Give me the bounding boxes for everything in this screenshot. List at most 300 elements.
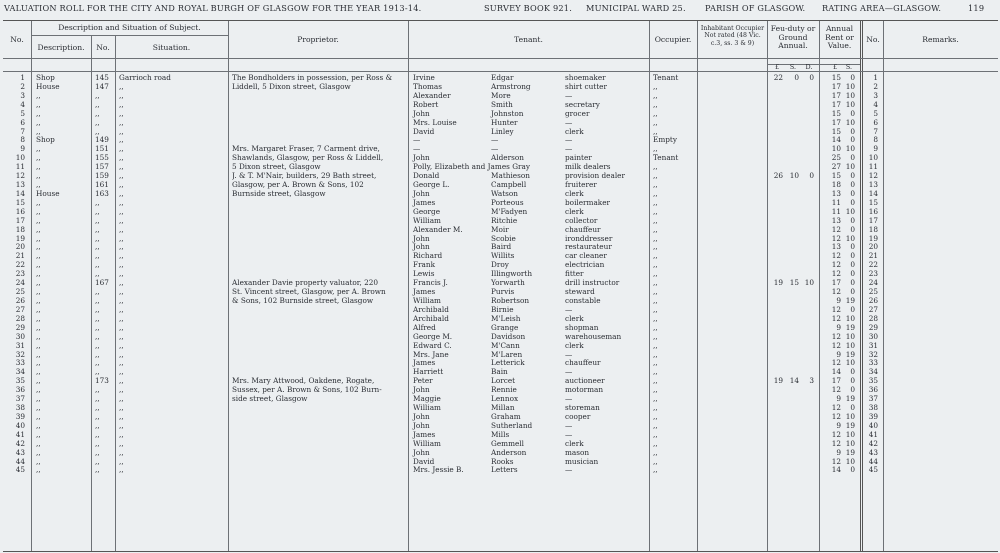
row-number: 14 (15, 188, 25, 198)
row-situation: ,, (119, 322, 124, 332)
row-tenant-occupation: — (565, 135, 573, 145)
row-rent-pounds: 9 (836, 322, 841, 332)
row-rent-shillings: 10 (845, 99, 855, 109)
row-number: 12 (15, 171, 25, 181)
row-feu-shillings: 15 (789, 278, 799, 288)
row-rent-shillings: 0 (850, 126, 855, 136)
row-situation: ,, (119, 340, 124, 350)
row-tenant-last: Illingworth (491, 269, 533, 279)
row-description: ,, (36, 126, 41, 136)
col-annual-rent: Annual Rent or Value. (825, 24, 854, 50)
row-tenant-first: Archibald (413, 313, 449, 323)
col-no-right: No. (866, 35, 880, 44)
row-rent-shillings: 0 (850, 403, 855, 413)
row-description: ,, (36, 313, 41, 323)
row-number-right: 42 (868, 438, 878, 448)
row-number-right: 2 (873, 81, 878, 91)
row-number: 21 (15, 251, 25, 261)
row-number-right: 34 (868, 367, 878, 377)
proprietor-line: St. Vincent street, Glasgow, per A. Brown (232, 288, 386, 297)
municipal-ward: MUNICIPAL WARD 25. (586, 3, 686, 13)
row-rent-pounds: 12 (831, 385, 841, 395)
row-tenant-occupation: fruiterer (565, 180, 597, 190)
row-description: ,, (36, 117, 41, 127)
row-number: 6 (20, 117, 25, 127)
row-situation: ,, (119, 153, 124, 163)
row-rent-shillings: 0 (850, 304, 855, 314)
row-rent-shillings: 10 (845, 358, 855, 368)
row-situation: ,, (119, 331, 124, 341)
row-occupier: ,, (653, 322, 658, 332)
row-description: ,, (36, 465, 41, 475)
row-situation: ,, (119, 135, 124, 145)
row-description: ,, (36, 278, 41, 288)
row-tenant-last: Droy (491, 260, 509, 270)
row-number: 28 (15, 313, 25, 323)
row-rent-pounds: 18 (831, 180, 841, 190)
row-street-number: 151 (95, 144, 109, 154)
row-street-number: ,, (95, 197, 100, 207)
row-rent-shillings: 19 (845, 296, 855, 305)
row-occupier: ,, (653, 438, 658, 448)
row-street-number: ,, (95, 385, 100, 395)
row-tenant-first: George (413, 206, 441, 216)
row-number-right: 40 (868, 420, 878, 430)
row-occupier: ,, (653, 162, 658, 172)
row-number-right: 11 (868, 162, 878, 172)
row-situation: Garrioch road (119, 73, 171, 82)
row-tenant-occupation: warehouseman (565, 331, 622, 341)
proprietor-line: side street, Glasgow (232, 395, 308, 404)
row-rent-shillings: 10 (845, 456, 855, 466)
row-feu-pence: 0 (809, 171, 814, 181)
row-situation: ,, (119, 438, 124, 448)
row-street-number: ,, (95, 349, 100, 359)
row-occupier: ,, (653, 447, 658, 457)
row-occupier: ,, (653, 117, 658, 127)
row-number-right: 6 (873, 117, 878, 127)
row-rent-shillings: 0 (850, 73, 855, 82)
row-situation: ,, (119, 251, 124, 261)
row-tenant-first: Polly, Elizabeth and James Gray (413, 162, 531, 172)
row-tenant-first: James (413, 429, 436, 439)
row-tenant-occupation: clerk (565, 438, 584, 448)
row-number-right: 1 (873, 73, 878, 82)
row-tenant-occupation: shopman (565, 322, 599, 332)
row-tenant-first: John (413, 188, 430, 198)
row-rent-pounds: 12 (831, 304, 841, 314)
rating-area: RATING AREA—GLASGOW. (822, 3, 942, 13)
row-description: ,, (36, 331, 41, 341)
row-number: 26 (15, 296, 25, 305)
row-tenant-first: Alfred (413, 322, 436, 332)
row-tenant-last: Moir (491, 224, 509, 234)
row-rent-pounds: 12 (831, 331, 841, 341)
row-occupier: ,, (653, 340, 658, 350)
row-number: 3 (20, 90, 25, 100)
row-rent-pounds: 14 (831, 367, 841, 377)
row-number: 20 (15, 242, 25, 252)
row-description: ,, (36, 90, 41, 100)
row-situation: ,, (119, 171, 124, 181)
row-description: ,, (36, 171, 41, 181)
row-tenant-last: Letterick (491, 358, 525, 368)
row-number: 7 (20, 126, 25, 136)
row-number-right: 7 (873, 126, 878, 136)
row-number: 33 (15, 358, 25, 368)
row-tenant-last: Ritchie (491, 215, 518, 225)
row-number: 17 (15, 215, 25, 225)
row-number-right: 24 (868, 278, 878, 288)
col-desc-group: Description and Situation of Subject. (58, 23, 201, 32)
row-rent-pounds: 11 (831, 197, 841, 207)
row-occupier: ,, (653, 296, 658, 305)
row-number-right: 19 (868, 233, 878, 243)
row-occupier: ,, (653, 171, 658, 181)
row-street-number: ,, (95, 456, 100, 466)
row-situation: ,, (119, 188, 124, 198)
row-rent-shillings: 0 (850, 135, 855, 145)
row-tenant-last: Alderson (491, 153, 524, 163)
row-situation: ,, (119, 447, 124, 457)
row-number: 37 (15, 394, 25, 404)
row-occupier: ,, (653, 420, 658, 430)
row-number: 42 (15, 438, 25, 448)
row-situation: ,, (119, 215, 124, 225)
row-number-right: 33 (868, 358, 878, 368)
proprietor-line: The Bondholders in possession, per Ross & (232, 74, 393, 82)
row-rent-shillings: 0 (850, 197, 855, 207)
row-tenant-occupation: ironddresser (565, 233, 613, 243)
row-tenant-occupation: musician (565, 456, 599, 466)
row-tenant-occupation: shoemaker (565, 73, 606, 82)
row-tenant-occupation: — (565, 465, 573, 475)
row-description: ,, (36, 403, 41, 413)
row-street-number: ,, (95, 260, 100, 270)
row-rent-pounds: 15 (831, 126, 841, 136)
row-tenant-last: Porteous (491, 197, 524, 207)
row-tenant-last: — (491, 135, 499, 145)
row-description: ,, (36, 358, 41, 368)
row-street-number: ,, (95, 224, 100, 234)
survey-book: SURVEY BOOK 921. (484, 3, 573, 13)
row-rent-shillings: 0 (850, 171, 855, 181)
row-tenant-last: Armstrong (491, 81, 531, 91)
row-tenant-first: John (413, 385, 430, 395)
row-number-right: 9 (873, 144, 878, 154)
row-street-number: 157 (95, 162, 109, 172)
row-rent-shillings: 0 (850, 224, 855, 234)
row-situation: ,, (119, 117, 124, 127)
row-situation: ,, (119, 180, 124, 190)
row-description: ,, (36, 420, 41, 430)
row-tenant-occupation: drill instructor (565, 278, 620, 288)
row-rent-shillings: 0 (850, 385, 855, 395)
row-tenant-first: Alexander M. (413, 224, 463, 234)
row-rent-pounds: 9 (836, 420, 841, 430)
row-number-right: 15 (868, 197, 878, 207)
row-number-right: 22 (868, 260, 878, 270)
row-street-number: ,, (95, 447, 100, 457)
row-situation: ,, (119, 162, 124, 172)
row-number: 32 (15, 349, 25, 359)
row-situation: ,, (119, 394, 124, 404)
table-row (3, 466, 998, 475)
row-number: 24 (15, 278, 25, 288)
row-tenant-occupation: collector (565, 215, 598, 225)
row-tenant-occupation: storeman (565, 403, 600, 413)
row-tenant-first: Mrs. Jane (413, 349, 449, 359)
row-rent-shillings: 0 (850, 367, 855, 377)
row-tenant-first: Irvine (413, 73, 435, 82)
col-feu-duty: Feu-duty or Ground Annual. (770, 24, 816, 50)
row-occupier: ,, (653, 465, 658, 475)
row-number: 8 (20, 135, 25, 145)
row-tenant-last: Mills (491, 429, 510, 439)
row-number: 5 (20, 108, 25, 118)
row-street-number: ,, (95, 117, 100, 127)
row-rent-shillings: 0 (850, 465, 855, 475)
row-number-right: 37 (868, 394, 878, 404)
row-situation: ,, (119, 429, 124, 439)
row-number: 45 (15, 465, 25, 475)
row-description: ,, (36, 224, 41, 234)
row-description: House (36, 188, 60, 198)
row-tenant-first: Mrs. Louise (413, 117, 457, 127)
row-description: ,, (36, 233, 41, 243)
row-rent-pounds: 27 (831, 162, 841, 172)
row-rent-pounds: 12 (831, 313, 841, 323)
row-number-right: 10 (868, 153, 878, 163)
row-occupier: ,, (653, 403, 658, 413)
row-tenant-last: Yorwarth (491, 278, 525, 288)
row-occupier: ,, (653, 411, 658, 421)
row-occupier: Tenant (653, 153, 679, 163)
row-description: ,, (36, 304, 41, 314)
col-inhabitant: Inhabitant Occupier Not rated (48 Vic. c.3, ss. 3 & 9) (700, 25, 765, 47)
row-description: ,, (36, 394, 41, 404)
row-rent-shillings: 10 (845, 206, 855, 216)
row-tenant-first: Frank (413, 260, 436, 270)
row-occupier: ,, (653, 251, 658, 261)
row-occupier: ,, (653, 224, 658, 234)
row-rent-pounds: 12 (831, 287, 841, 297)
row-description: ,, (36, 197, 41, 207)
row-street-number: ,, (95, 403, 100, 413)
row-number: 11 (15, 162, 25, 172)
row-tenant-occupation: clerk (565, 188, 584, 198)
roll-title: VALUATION ROLL FOR THE CITY AND ROYAL BURGH OF GLASGOW FOR THE YEAR 1913-14. (4, 3, 422, 13)
row-tenant-occupation: clerk (565, 313, 584, 323)
row-tenant-first: William (413, 215, 441, 225)
row-tenant-last: Anderson (491, 447, 527, 457)
row-situation: ,, (119, 99, 124, 109)
row-situation: ,, (119, 411, 124, 421)
row-rent-pounds: 12 (831, 358, 841, 368)
row-situation: ,, (119, 269, 124, 279)
row-tenant-occupation: grocer (565, 108, 590, 118)
row-street-number: 147 (95, 81, 109, 91)
row-tenant-first: David (413, 456, 435, 466)
row-rent-pounds: 17 (831, 99, 841, 109)
row-street-number: 149 (95, 135, 109, 145)
feu-unit-shillings: S. (789, 63, 797, 71)
row-street-number: ,, (95, 394, 100, 404)
row-tenant-last: Rooks (491, 456, 514, 466)
row-street-number: ,, (95, 304, 100, 314)
row-occupier: ,, (653, 367, 658, 377)
row-situation: ,, (119, 367, 124, 377)
row-tenant-first: Harriett (413, 367, 444, 377)
row-rent-pounds: 12 (831, 429, 841, 439)
row-tenant-last: Rennie (491, 385, 517, 395)
row-description: ,, (36, 438, 41, 448)
parish: PARISH OF GLASGOW. (705, 3, 806, 13)
proprietor-line: Shawlands, Glasgow, per Ross & Liddell, (232, 154, 384, 163)
proprietor-line: Mrs. Mary Attwood, Oakdene, Rogate, (232, 377, 375, 386)
row-tenant-occupation: clerk (565, 126, 584, 136)
row-tenant-occupation: — (565, 90, 573, 100)
row-rent-shillings: 10 (845, 411, 855, 421)
row-description: ,, (36, 269, 41, 279)
row-rent-shillings: 19 (845, 322, 855, 332)
row-rent-pounds: 9 (836, 447, 841, 457)
row-number: 39 (15, 411, 25, 421)
row-tenant-occupation: — (565, 429, 573, 439)
row-number: 27 (15, 304, 25, 314)
row-tenant-last: Hunter (491, 117, 518, 127)
row-tenant-occupation: — (565, 349, 573, 359)
row-rent-shillings: 0 (850, 242, 855, 252)
row-rent-pounds: 9 (836, 349, 841, 359)
row-street-number: 167 (95, 278, 109, 288)
row-rent-pounds: 11 (831, 206, 841, 216)
row-street-number: ,, (95, 296, 100, 305)
row-number-right: 4 (873, 99, 878, 109)
row-number-right: 35 (868, 376, 878, 386)
row-number-right: 29 (868, 322, 878, 332)
row-rent-shillings: 10 (845, 438, 855, 448)
row-rent-shillings: 0 (850, 287, 855, 297)
row-situation: ,, (119, 456, 124, 466)
row-number-right: 18 (868, 224, 878, 234)
row-street-number: ,, (95, 367, 100, 377)
row-number: 41 (15, 429, 25, 439)
row-number: 4 (20, 99, 25, 109)
row-rent-shillings: 10 (845, 81, 855, 91)
row-number-right: 8 (873, 135, 878, 145)
row-tenant-last: Scobie (491, 233, 516, 243)
row-tenant-first: Thomas (413, 81, 442, 91)
row-tenant-first: George L. (413, 180, 450, 190)
row-number: 35 (15, 376, 25, 386)
row-street-number: 163 (95, 188, 109, 198)
row-tenant-occupation: — (565, 304, 573, 314)
row-rent-pounds: 17 (831, 90, 841, 100)
row-rent-pounds: 15 (831, 171, 841, 181)
row-feu-pence: 3 (809, 376, 814, 386)
row-tenant-first: James (413, 358, 436, 368)
row-description: Shop (36, 135, 55, 145)
row-tenant-occupation: chauffeur (565, 224, 601, 234)
row-street-number: ,, (95, 322, 100, 332)
row-number-right: 5 (873, 108, 878, 118)
row-number-right: 14 (868, 188, 878, 198)
row-occupier: ,, (653, 197, 658, 207)
row-occupier: ,, (653, 108, 658, 118)
row-number: 34 (15, 367, 25, 377)
row-number-right: 13 (868, 180, 878, 190)
row-rent-pounds: 13 (831, 215, 841, 225)
row-street-number: ,, (95, 215, 100, 225)
proprietor-line: & Sons, 102 Burnside street, Glasgow (232, 297, 374, 305)
row-street-number: 145 (95, 73, 109, 82)
row-street-number: 173 (95, 376, 109, 386)
row-number: 16 (15, 206, 25, 216)
row-tenant-occupation: milk dealers (565, 162, 611, 172)
row-tenant-occupation: steward (565, 287, 595, 297)
feu-unit-pence: D. (805, 63, 813, 71)
row-rent-pounds: 12 (831, 411, 841, 421)
row-tenant-occupation: boilermaker (565, 197, 611, 207)
row-tenant-last: Watson (491, 188, 518, 198)
row-rent-pounds: 17 (831, 278, 841, 288)
row-street-number: ,, (95, 411, 100, 421)
page-number: 119 (968, 3, 985, 13)
row-street-number: ,, (95, 269, 100, 279)
row-situation: ,, (119, 197, 124, 207)
col-remarks: Remarks. (922, 35, 959, 44)
row-street-number: ,, (95, 251, 100, 261)
row-tenant-first: David (413, 126, 435, 136)
row-tenant-last: M'Cann (491, 340, 520, 350)
row-number: 10 (15, 153, 25, 163)
row-occupier: Tenant (653, 73, 679, 82)
row-rent-pounds: 12 (831, 224, 841, 234)
row-rent-pounds: 14 (831, 135, 841, 145)
row-description: House (36, 81, 60, 91)
row-description: ,, (36, 162, 41, 172)
row-occupier: Empty (653, 135, 677, 145)
col-proprietor: Proprietor. (297, 35, 339, 44)
row-rent-pounds: 17 (831, 376, 841, 386)
row-tenant-last: M'Fadyen (491, 206, 528, 216)
row-situation: ,, (119, 403, 124, 413)
row-tenant-occupation: — (565, 117, 573, 127)
row-street-number: ,, (95, 233, 100, 243)
row-rent-shillings: 10 (845, 117, 855, 127)
row-feu-shillings: 0 (794, 73, 799, 82)
row-occupier: ,, (653, 242, 658, 252)
row-tenant-occupation: chauffeur (565, 358, 601, 368)
row-situation: ,, (119, 349, 124, 359)
row-rent-pounds: 12 (831, 403, 841, 413)
row-tenant-last: Smith (491, 99, 513, 109)
row-tenant-last: Lennox (491, 394, 519, 404)
col-no: No. (10, 35, 24, 44)
row-rent-shillings: 10 (845, 331, 855, 341)
row-tenant-last: M'Leish (491, 313, 521, 323)
row-situation: ,, (119, 90, 124, 100)
row-feu-pounds: 22 (773, 73, 783, 82)
row-description: ,, (36, 447, 41, 457)
col-description: Description. (37, 43, 85, 52)
row-situation: ,, (119, 108, 124, 118)
row-tenant-last: Purvis (491, 287, 515, 297)
col-number: No. (96, 43, 110, 52)
row-tenant-occupation: — (565, 144, 573, 154)
row-situation: ,, (119, 224, 124, 234)
